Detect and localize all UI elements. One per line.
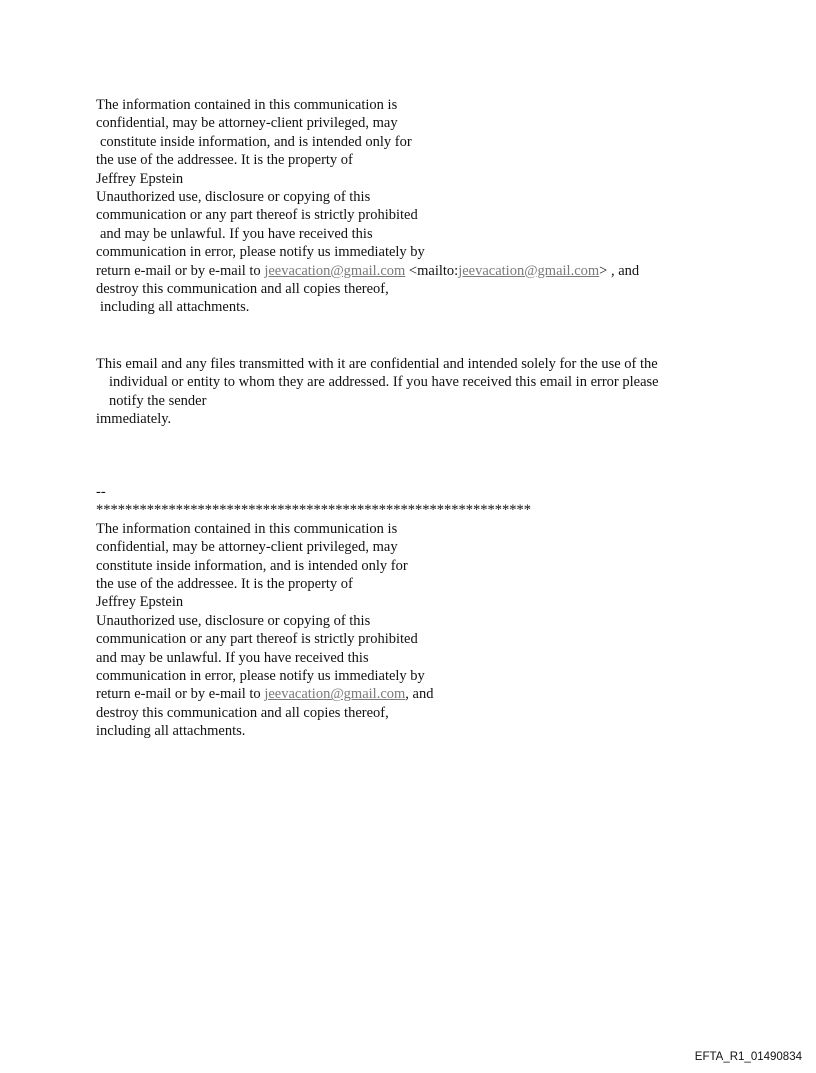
disclaimer-line: This email and any files transmitted with it are confidential and intended solely for the use of the xyxy=(96,356,658,372)
mailto-link[interactable]: jeevacation@gmail.com xyxy=(458,262,600,279)
notice-line: The information contained in this communication is xyxy=(96,520,398,537)
notice-text: <mailto: xyxy=(405,262,459,279)
notice-line: including all attachments. xyxy=(96,723,246,740)
notice-line: the use of the addressee. It is the property of xyxy=(96,576,353,593)
notice-line: communication in error, please notify us immediately by xyxy=(96,244,425,261)
notice-line: communication in error, please notify us immediately by xyxy=(96,668,425,685)
notice-line: Unauthorized use, disclosure or copying of this xyxy=(96,189,371,206)
notice-line: confidential, may be attorney-client privileged, may xyxy=(96,115,398,132)
document-id: EFTA_R1_01490834 xyxy=(694,1051,802,1063)
notice-text: return e-mail or by e-mail to xyxy=(96,262,265,279)
signature-separator: -- xyxy=(96,484,106,500)
email-link[interactable]: jeevacation@gmail.com xyxy=(264,262,406,279)
notice-line-with-email xyxy=(96,685,531,703)
notice-line: destroy this communication and all copies thereof, xyxy=(96,704,389,721)
notice-line: communication or any part thereof is strictly prohibited xyxy=(96,631,418,648)
notice-line: and may be unlawful. If you have received this xyxy=(100,225,373,242)
notice-line: including all attachments. xyxy=(100,299,250,316)
notice-line: Jeffrey Epstein xyxy=(96,170,184,187)
confidentiality-notice-2 xyxy=(96,483,531,741)
confidentiality-notice-1 xyxy=(96,96,639,317)
notice-text: > , and xyxy=(599,262,640,279)
email-link[interactable]: jeevacation@gmail.com xyxy=(264,686,406,703)
disclaimer-line: notify the sender xyxy=(109,392,207,409)
notice-line: Unauthorized use, disclosure or copying of this xyxy=(96,612,371,629)
disclaimer-line: immediately. xyxy=(96,411,172,428)
notice-text: return e-mail or by e-mail to xyxy=(96,686,265,703)
notice-line-with-email xyxy=(96,262,639,280)
notice-line: constitute inside information, and is intended only for xyxy=(100,133,412,150)
email-disclaimer xyxy=(96,355,659,429)
notice-line: constitute inside information, and is intended only for xyxy=(96,557,408,574)
notice-line: destroy this communication and all copies thereof, xyxy=(96,281,389,298)
asterisk-divider: ************************************************************ xyxy=(96,502,531,519)
notice-text: , and xyxy=(405,686,434,703)
notice-line: The information contained in this communication is xyxy=(96,97,398,113)
notice-line: and may be unlawful. If you have received this xyxy=(96,649,369,666)
disclaimer-line: individual or entity to whom they are addressed. If you have received this email in error please xyxy=(109,374,659,391)
notice-line: Jeffrey Epstein xyxy=(96,594,184,611)
notice-line: confidential, may be attorney-client privileged, may xyxy=(96,539,398,556)
notice-line: the use of the addressee. It is the property of xyxy=(96,152,353,169)
notice-line: communication or any part thereof is strictly prohibited xyxy=(96,207,418,224)
